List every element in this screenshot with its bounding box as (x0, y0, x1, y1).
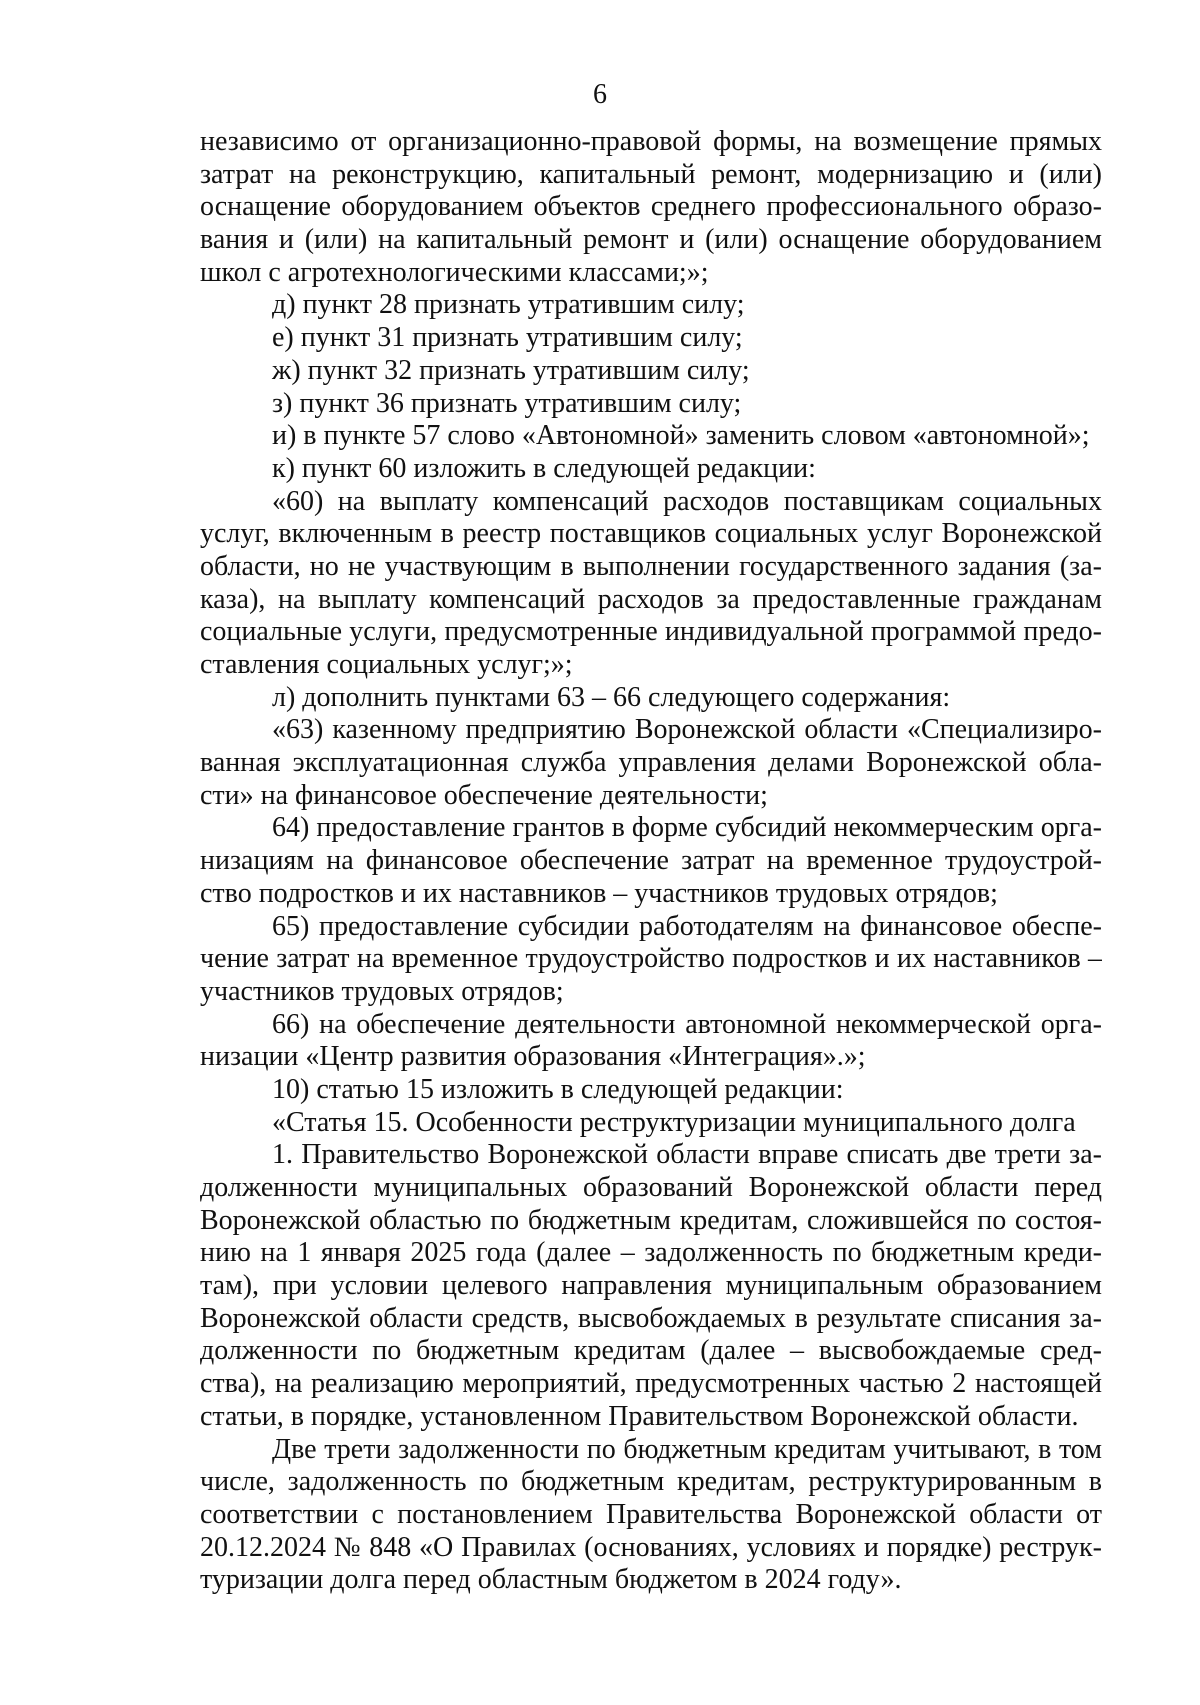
text-line: 65) предоставление субсидии работодателям на финансовое обеспе- (272, 910, 1102, 942)
text-line: сти» на финансовое обеспечение деятельности; (200, 779, 768, 811)
text-line: ство подростков и их наставников – участников трудовых отрядов; (200, 877, 998, 909)
text-line: 66) на обеспечение деятельности автономной некоммерческой орга- (272, 1008, 1102, 1040)
text-line: вания и (или) на капитальный ремонт и (или) оснащение оборудованием (200, 224, 1102, 256)
document-body (200, 126, 1102, 1597)
text-line: долженности по бюджетным кредитам (далее – высвобождаемые сред- (200, 1335, 1102, 1367)
text-line: Две трети задолженности по бюджетным кредитам учитывают, в том (272, 1433, 1102, 1465)
text-line: затрат на реконструкцию, капитальный ремонт, модернизацию и (или) (200, 158, 1102, 190)
text-line: е) пункт 31 признать утратившим силу; (272, 322, 743, 354)
text-line: участников трудовых отрядов; (200, 975, 564, 1007)
text-line: ж) пункт 32 признать утратившим силу; (272, 354, 750, 386)
text-line: з) пункт 36 признать утратившим силу; (272, 387, 742, 419)
text-line: «63) казенному предприятию Воронежской области «Специализиро- (272, 714, 1102, 746)
text-line: туризации долга перед областным бюджетом в 2024 году». (200, 1564, 902, 1596)
text-line: услуг, включенным в реестр поставщиков социальных услуг Воронежской (200, 518, 1102, 550)
text-line: там), при условии целевого направления муниципальным образованием (200, 1270, 1102, 1302)
text-line: Воронежской областью по бюджетным кредитам, сложившейся по состоя- (200, 1204, 1102, 1236)
text-line: каза), на выплату компенсаций расходов за предоставленные гражданам (200, 583, 1102, 615)
text-line: независимо от организационно-правовой формы, на возмещение прямых (200, 126, 1102, 157)
text-line: нию на 1 января 2025 года (далее – задолженность по бюджетным креди- (200, 1237, 1102, 1269)
text-line: ставления социальных услуг;»; (200, 649, 573, 680)
text-line: 64) предоставление грантов в форме субсидий некоммерческим орга- (272, 812, 1102, 844)
text-line: д) пункт 28 признать утратившим силу; (272, 289, 745, 321)
page-number: 6 (593, 79, 607, 110)
text-line: и) в пункте 57 слово «Автономной» заменить словом «автономной»; (272, 420, 1090, 452)
text-line: оснащение оборудованием объектов среднего профессионального образо- (200, 191, 1102, 223)
text-line: статьи, в порядке, установленном Правительством Воронежской области. (200, 1400, 1079, 1432)
text-line: 20.12.2024 № 848 «О Правилах (основаниях, условиях и порядке) реструк- (200, 1531, 1102, 1563)
text-line: числе, задолженность по бюджетным кредитам, реструктурированным в (200, 1466, 1102, 1498)
text-line: социальные услуги, предусмотренные индивидуальной программой предо- (200, 616, 1102, 648)
text-line: школ с агротехнологическими классами;»; (200, 256, 709, 288)
text-line: долженности муниципальных образований Воронежской области перед (200, 1172, 1102, 1203)
text-line: Воронежской области средств, высвобождаемых в результате списания за- (200, 1302, 1102, 1334)
text-line: чение затрат на временное трудоустройство подростков и их наставников – (200, 943, 1102, 975)
text-line: области, но не участвующим в выполнении государственного задания (за- (200, 550, 1102, 582)
text-line: л) дополнить пунктами 63 – 66 следующего содержания: (272, 681, 951, 713)
text-line: «Статья 15. Особенности реструктуризации муниципального долга (272, 1106, 1076, 1138)
text-line: 10) статью 15 изложить в следующей редакции: (272, 1073, 844, 1105)
text-line: ванная эксплуатационная служба управления делами Воронежской обла- (200, 747, 1102, 779)
text-line: к) пункт 60 изложить в следующей редакции: (272, 452, 816, 484)
text-line: 1. Правительство Воронежской области вправе списать две трети за- (272, 1139, 1102, 1171)
text-line: ства), на реализацию мероприятий, предусмотренных частью 2 настоящей (200, 1368, 1102, 1400)
text-line: низациям на финансовое обеспечение затрат на временное трудоустрой- (200, 845, 1102, 877)
text-line: «60) на выплату компенсаций расходов поставщикам социальных (272, 485, 1102, 517)
text-line: соответствии с постановлением Правительства Воронежской области от (200, 1498, 1102, 1530)
text-line: низации «Центр развития образования «Интеграция».»; (200, 1041, 866, 1073)
